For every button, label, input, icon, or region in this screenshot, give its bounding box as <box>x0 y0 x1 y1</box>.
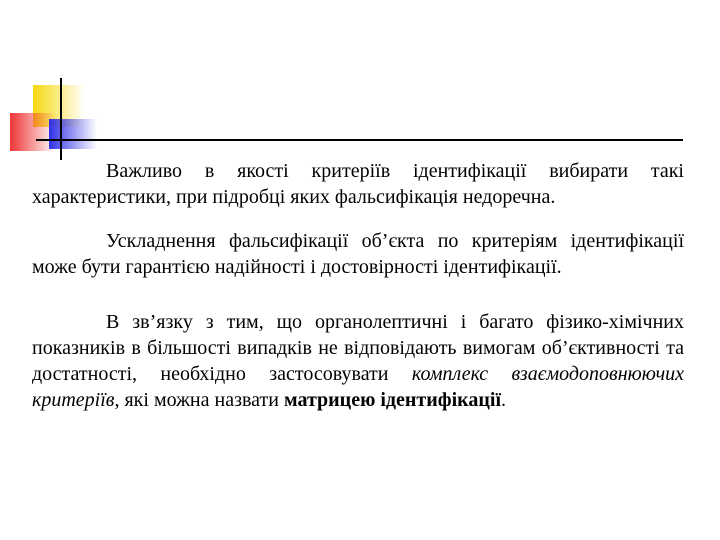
paragraph-2 <box>32 228 684 280</box>
paragraph-1-text: Важливо в якості критеріїв ідентифікації вибирати такі характеристики, при підробці яких фальсифікація недоречна. <box>32 160 684 208</box>
paragraph-3 <box>32 309 684 413</box>
paragraph-2-text: Ускладнення фальсифікації об’єкта по критеріям ідентифікації може бути гарантією надійності і достовірності ідентифікації. <box>32 230 684 278</box>
slide-decoration <box>0 0 720 170</box>
paragraph-3-italic-phrase: комплекс взаємодоповнюючих критеріїв <box>32 363 684 411</box>
paragraph-3-text-start: В зв’язку з тим, що органолептичні і багато фізико-хімічних показників в більшості випадків не відповідають вимогам об’єктивності та достатності, необхідно застосовувати <box>32 311 684 385</box>
paragraph-3-text-middle: , які можна назвати <box>114 389 284 411</box>
paragraph-1 <box>32 158 684 210</box>
paragraph-3-bold-term: матрицею ідентифікації <box>283 389 502 411</box>
paragraph-3-text-end: . <box>501 389 507 411</box>
blue-square <box>49 119 97 149</box>
slide-body <box>32 158 684 413</box>
